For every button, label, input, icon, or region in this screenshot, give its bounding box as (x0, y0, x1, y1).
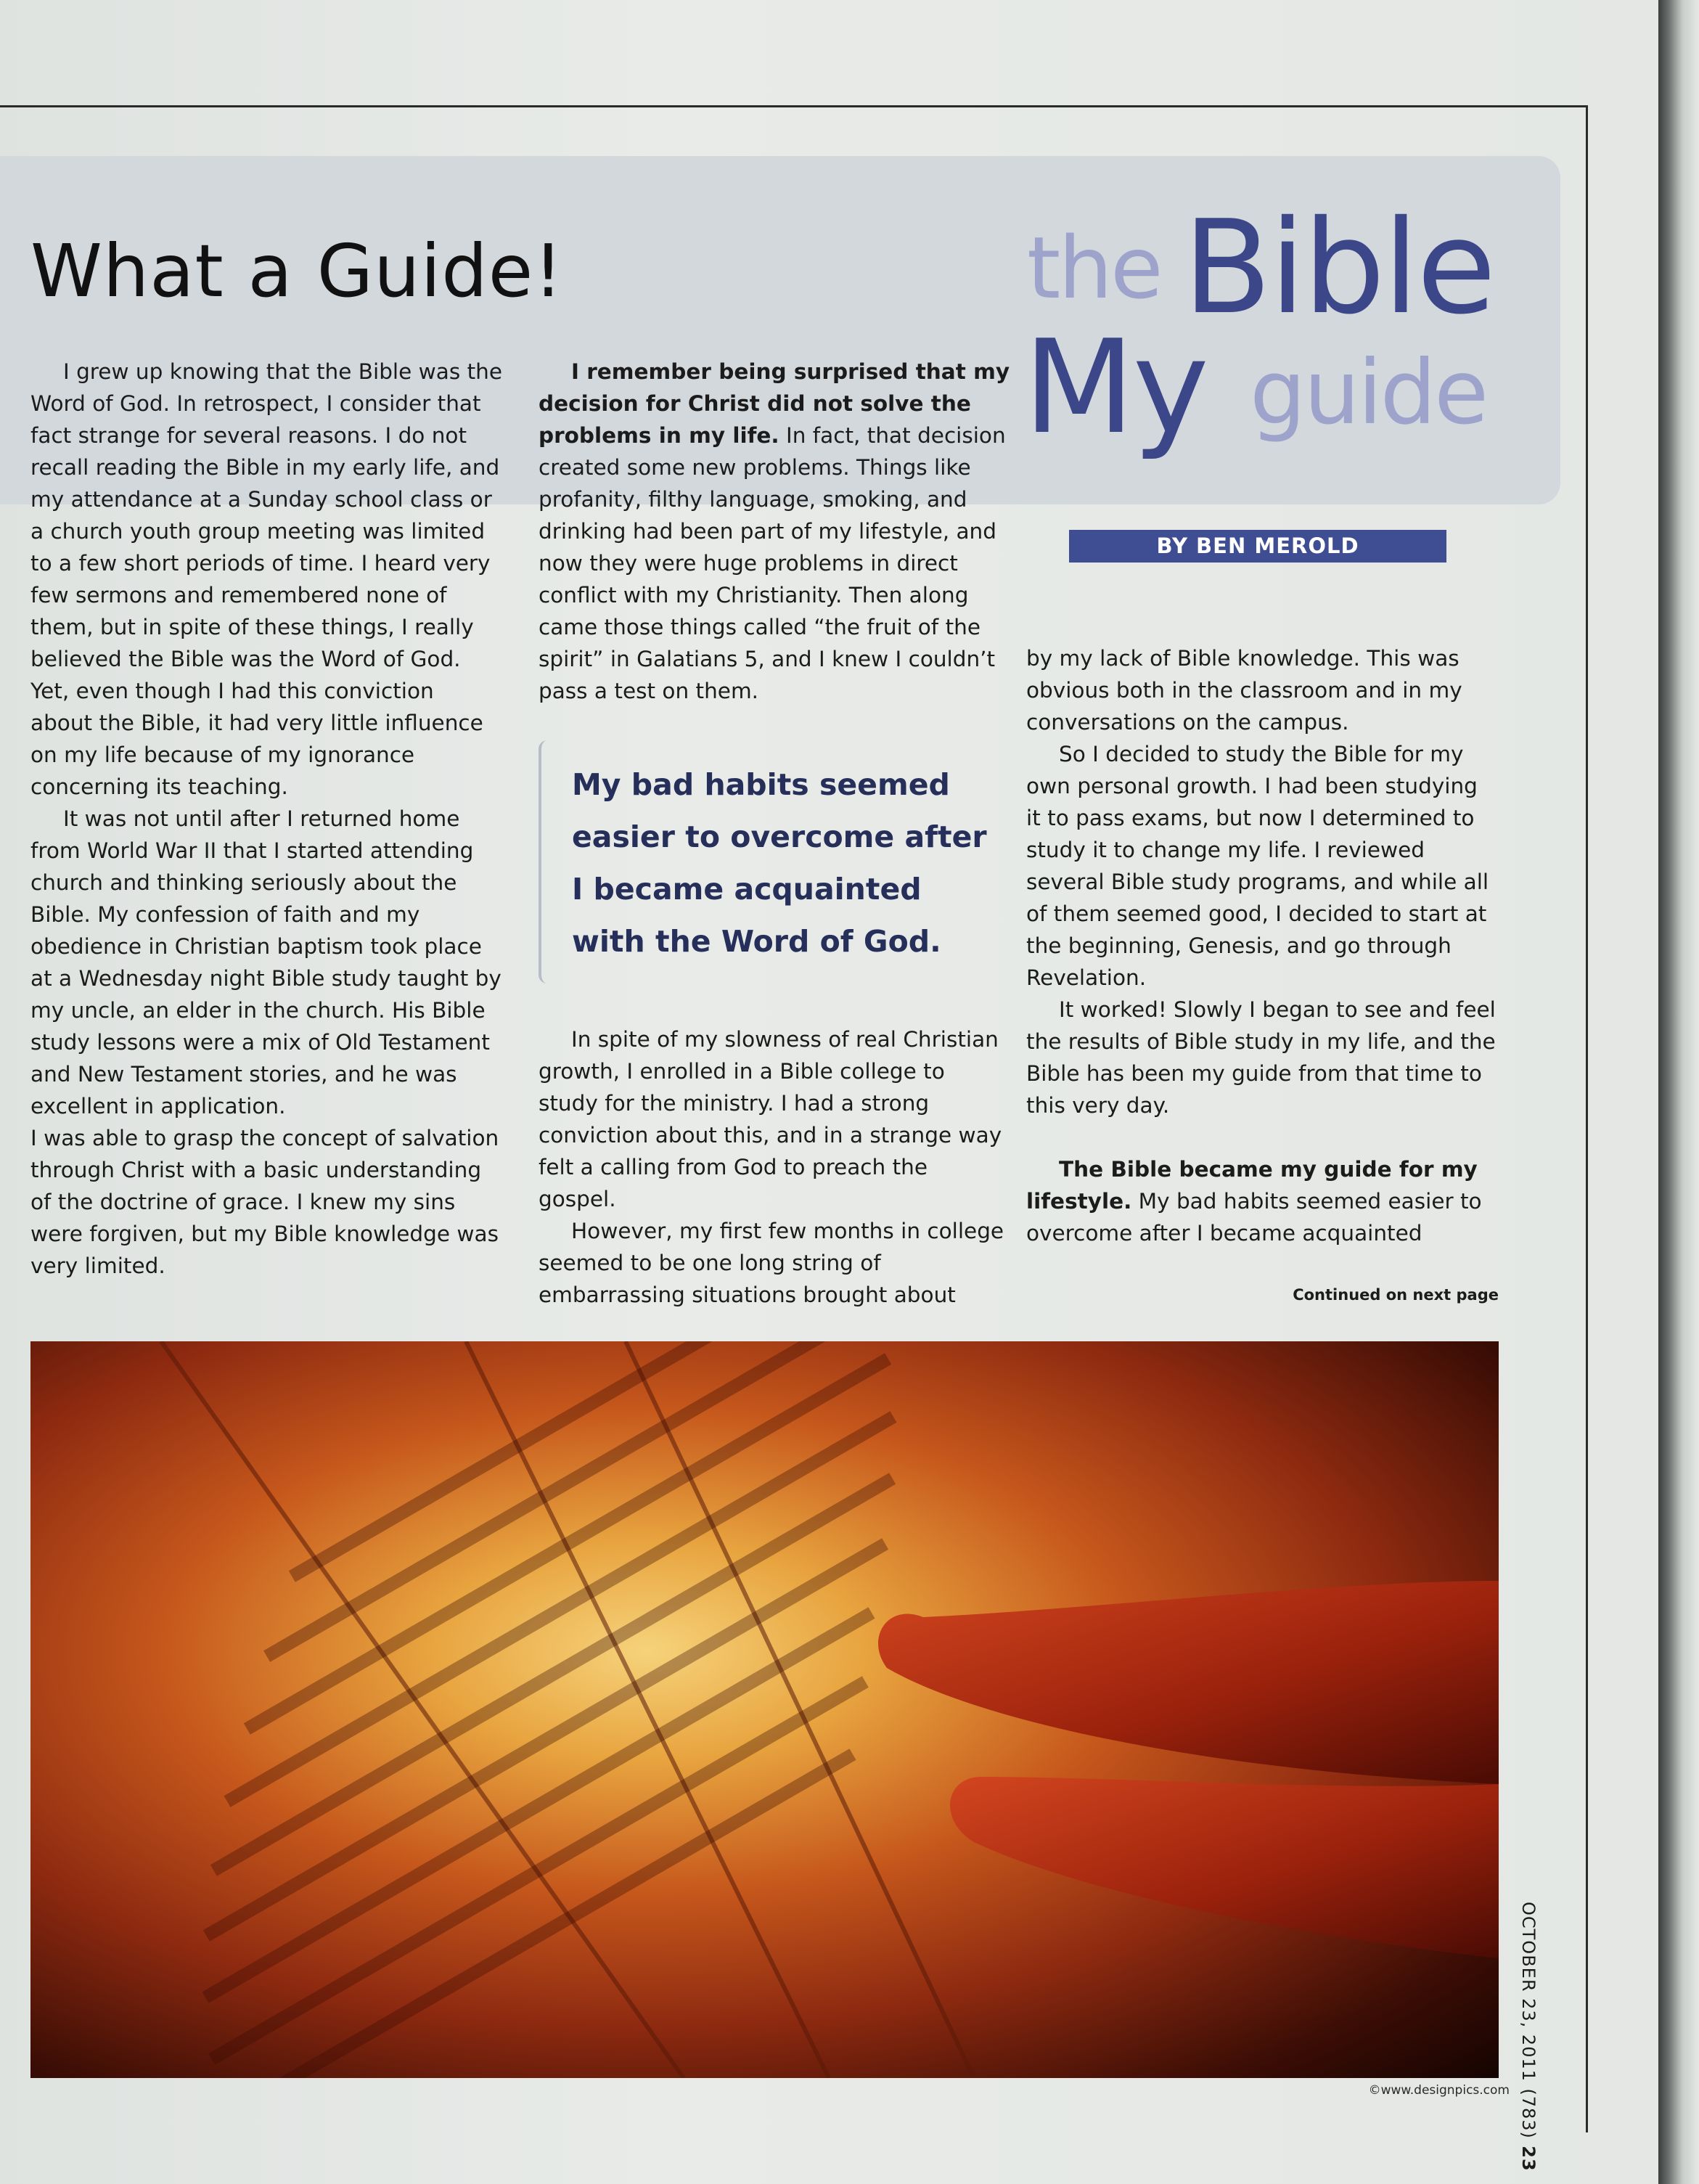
page-number: 23 (1518, 2146, 1539, 2172)
paragraph (1026, 1153, 1498, 1249)
paragraph: However, my first few months in college seemed to be one long string of embarrassing situations brought about (539, 1219, 1004, 1307)
issue-date: OCTOBER 23, 2011 (1518, 1902, 1539, 2082)
logo-word-my: My (1023, 312, 1207, 462)
paragraph: It worked! Slowly I began to see and feel the results of Bible study in my life, and the Bible has been my guide from that time to this very day. (1026, 997, 1496, 1118)
pull-quote-text: My bad habits seemed easier to overcome after I became acquainted with the Word of God. (572, 767, 987, 959)
lead-in: I remember being surprised that my decision for Christ did not solve the problems in my life. (539, 359, 1010, 448)
paragraph (539, 356, 1010, 707)
lead-in: The Bible became my guide for my lifestyle. (1026, 1157, 1478, 1214)
paragraph: So I decided to study the Bible for my own personal growth. I had been studying it to pass exams, but now I determined to study it to change my life. I reviewed several Bible study programs, and while all of them seemed good, I decided to start at the beginning, Genesis, and go through Revelation. (1026, 742, 1489, 990)
series-logo (1023, 192, 1494, 501)
continued-note: Continued on next page (1293, 1286, 1499, 1304)
photo-illustration (30, 1341, 1499, 2078)
logo-word-the: the (1027, 218, 1161, 318)
bible-photo (30, 1341, 1499, 2078)
spacer (1026, 1121, 1498, 1153)
article-column-2-continued (539, 1023, 1010, 1311)
issue-number: (783) (1518, 2088, 1539, 2139)
paragraph: by my lack of Bible knowledge. This was obvious both in the classroom and in my conversations on the campus. (1026, 646, 1462, 735)
byline: BY BEN MEROLD (1069, 530, 1446, 563)
pull-quote (539, 740, 991, 983)
logo-word-bible: Bible (1183, 192, 1494, 343)
article-headline: What a Guide! (30, 229, 564, 314)
page-folio (1510, 1902, 1539, 2177)
page-edge (1658, 0, 1699, 2184)
paragraph: In spite of my slowness of real Christian growth, I enrolled in a Bible college to study for the ministry. I had a strong conviction about this, and in a strange way felt a calling from God to preach the gospel. (539, 1027, 1002, 1211)
photo-credit: ©www.designpics.com (1368, 2083, 1510, 2098)
paragraph-text: My bad habits seemed easier to overcome after I became acquainted (1026, 1189, 1482, 1246)
paragraph: It was not until after I returned home from World War II that I started attending church and thinking seriously about the Bible. My confession of faith and my obedience in Christian baptism took place at a Wednesday night Bible study taught by my uncle, an elder in the church. His Bible study lessons were a mix of Old Testament and New Testament stories, and he was excellent in application. (30, 806, 501, 1118)
logo-word-guide: guide (1250, 341, 1487, 444)
paragraph-text: In fact, that decision created some new problems. Things like profanity, filthy language, smoking, and drinking had been part of my lifestyle, and now they were huge problems in direct conflict with my Christianity. Then along came those things called “the fruit of the spirit” in Galatians 5, and I knew I couldn’t pass a test on them. (539, 423, 1006, 703)
article-column-1 (30, 356, 502, 1282)
article-column-2 (539, 356, 1010, 707)
paragraph: I grew up knowing that the Bible was the Word of God. In retrospect, I consider that fact strange for several reasons. I do not recall reading the Bible in my early life, and my attendance at a Sunday school class or a church youth group meeting was limited to a few short periods of time. I heard very few sermons and remembered none of them, but in spite of these things, I really believed the Bible was the Word of God. Yet, even though I had this conviction about the Bible, it had very little influence on my life because of my ignorance concerning its teaching. (30, 359, 503, 799)
article-column-3 (1026, 642, 1498, 1249)
paragraph: I was able to grasp the concept of salvation through Christ with a basic understanding of the doctrine of grace. I knew my sins were forgiven, but my Bible knowledge was very limited. (30, 1126, 499, 1278)
